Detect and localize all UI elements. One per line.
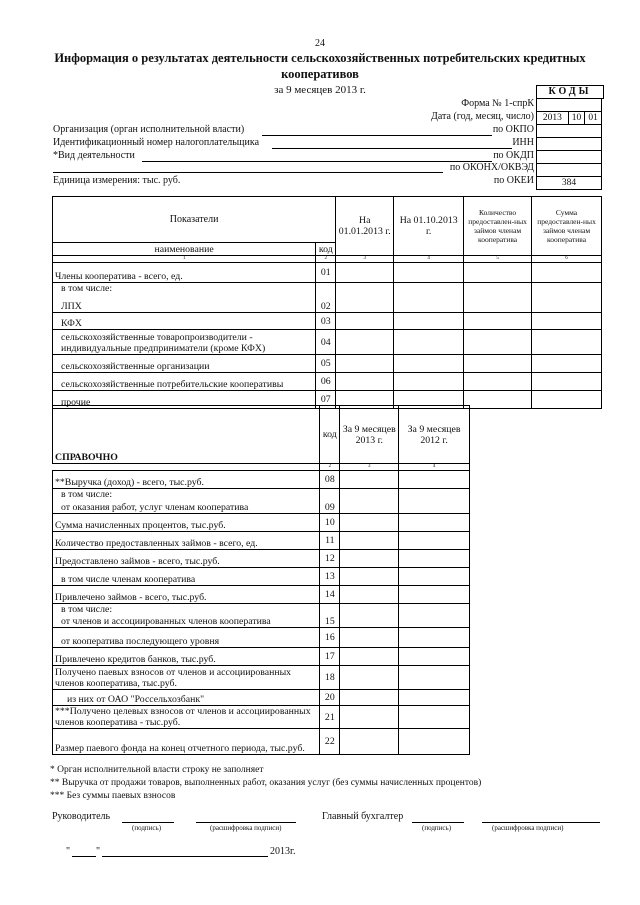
value-cell[interactable] (532, 313, 602, 330)
accountant-sign-caption: (подпись) (422, 824, 452, 832)
page-number: 24 (315, 38, 325, 49)
col-indicators: Показатели (53, 197, 336, 243)
row-name: из них от ОАО "Россельхозбанк" (53, 690, 320, 706)
head-decode-caption: (расшифровка подписи) (210, 824, 282, 832)
value-cell[interactable] (340, 550, 399, 568)
value-cell[interactable] (399, 690, 470, 706)
row-code: 01 (316, 263, 336, 283)
codes-header: КОДЫ (536, 85, 604, 99)
col-loan-sum: Сумма предоставлен-ных займов членам кооператива (532, 197, 602, 256)
okei-cell: 384 (537, 177, 602, 190)
value-cell[interactable] (532, 391, 602, 409)
value-cell[interactable] (532, 283, 602, 313)
col-num-4: 4 (399, 464, 470, 471)
activity-label: *Вид деятельности (53, 150, 135, 161)
okdp-label: по ОКДП (493, 150, 534, 161)
date-day-line[interactable] (72, 856, 96, 857)
date-quote-open: " (66, 846, 71, 857)
col-code: код (316, 243, 336, 256)
row-name: Получено паевых взносов от членов и ассоциированных членов кооператива, тыс.руб. (53, 666, 320, 690)
activity-line-2[interactable] (53, 172, 443, 173)
row-code: 12 (320, 550, 340, 568)
value-cell[interactable] (340, 690, 399, 706)
row-code: 16 (320, 628, 340, 648)
footnote-1: * Орган исполнительной власти строку не заполняет (50, 765, 264, 775)
row-code: 11 (320, 532, 340, 550)
value-cell[interactable] (464, 313, 532, 330)
head-sign-line[interactable] (122, 822, 174, 823)
row-code: 03 (316, 313, 336, 330)
col-name: наименование (53, 243, 316, 256)
row-name: **Выручка (доход) - всего, тыс.руб. (53, 471, 320, 489)
value-cell[interactable] (340, 586, 399, 604)
value-cell[interactable] (336, 373, 394, 391)
value-cell[interactable] (399, 706, 470, 729)
footnote-3: *** Без суммы паевых взносов (50, 791, 176, 801)
row-name: КФХ (53, 313, 316, 330)
row-subheader: в том числе: (61, 283, 113, 294)
value-cell[interactable] (336, 330, 394, 355)
date-month-line[interactable] (102, 856, 268, 857)
col-num-6: 6 (532, 256, 602, 263)
value-cell[interactable] (394, 330, 464, 355)
value-cell[interactable] (336, 313, 394, 330)
value-cell[interactable] (399, 514, 470, 532)
value-cell[interactable] (340, 471, 399, 489)
row-name: Привлечено кредитов банков, тыс.руб. (53, 648, 320, 666)
row-name-lph: ЛПХ (61, 301, 82, 312)
value-cell[interactable] (340, 532, 399, 550)
row-name (53, 489, 320, 514)
row-name: прочие (53, 391, 316, 409)
value-cell[interactable] (399, 729, 470, 755)
row-code: 07 (316, 391, 336, 409)
row-code: 04 (316, 330, 336, 355)
value-cell[interactable] (340, 489, 399, 514)
report-period: за 9 месяцев 2013 г. (274, 84, 366, 96)
inn-field-label: Идентификационный номер налогоплательщика (53, 137, 260, 148)
date-day-cell[interactable]: 01 (585, 112, 602, 125)
row-code: 02 (316, 283, 336, 313)
okpo-cell[interactable] (537, 125, 602, 138)
form-title: Информация о результатах деятельности сельскохозяйственных потребительских кредитных кооперативов (54, 51, 586, 81)
okpo-label: по ОКПО (492, 124, 534, 135)
value-cell[interactable] (532, 355, 602, 373)
row-code: 13 (320, 568, 340, 586)
row-name (53, 283, 316, 313)
value-cell[interactable] (340, 514, 399, 532)
head-decode-line[interactable] (196, 822, 296, 823)
row-name: Члены кооператива - всего, ед. (53, 263, 316, 283)
col-oct-2013: На 01.10.2013 г. (394, 197, 464, 256)
date-year-cell[interactable]: 2013 (537, 112, 569, 125)
value-cell[interactable] (340, 666, 399, 690)
value-cell[interactable] (394, 313, 464, 330)
form-number-label: Форма № 1-спрК (461, 98, 534, 109)
value-cell[interactable] (340, 604, 399, 628)
value-cell[interactable] (394, 263, 464, 283)
col-jan-2013: На 01.01.2013 г. (336, 197, 394, 256)
okdp-cell[interactable] (537, 151, 602, 164)
value-cell[interactable] (399, 471, 470, 489)
reference-table (52, 405, 470, 755)
value-cell[interactable] (336, 283, 394, 313)
value-cell[interactable] (399, 604, 470, 628)
row-code: 08 (320, 471, 340, 489)
value-cell[interactable] (399, 489, 470, 514)
col-num-2: 2 (316, 256, 336, 263)
accountant-decode-caption: (расшифровка подписи) (492, 824, 564, 832)
unit-label: Единица измерения: тыс. руб. (53, 175, 181, 186)
head-sign-caption: (подпись) (132, 824, 162, 832)
row-code: 14 (320, 586, 340, 604)
col-num-2: 2 (320, 464, 340, 471)
row-subheader: в том числе: (61, 489, 113, 500)
value-cell[interactable] (399, 648, 470, 666)
activity-line[interactable] (142, 161, 492, 162)
row-code: 18 (320, 666, 340, 690)
date-month-cell[interactable]: 10 (568, 112, 585, 125)
col-num-4: 4 (394, 256, 464, 263)
value-cell[interactable] (340, 729, 399, 755)
col-num-3: 3 (336, 256, 394, 263)
value-cell[interactable] (399, 532, 470, 550)
head-label: Руководитель (52, 811, 111, 822)
col-loan-count: Количество предоставлен-ных займов членам кооператива (464, 197, 532, 256)
value-cell[interactable] (340, 568, 399, 586)
row-name: сельскохозяйственные потребительские кооперативы (53, 373, 316, 391)
row-name: от кооператива последующего уровня (53, 628, 320, 648)
row-code: 05 (316, 355, 336, 373)
value-cell[interactable] (399, 586, 470, 604)
okonh-label: по ОКОНХ/ОКВЭД (449, 162, 534, 173)
value-cell[interactable] (464, 373, 532, 391)
form-code-cell[interactable] (537, 99, 602, 112)
value-cell[interactable] (464, 283, 532, 313)
value-cell[interactable] (464, 263, 532, 283)
col-num-3: 3 (340, 464, 399, 471)
inn-label: ИНН (512, 137, 534, 148)
accountant-decode-line[interactable] (482, 822, 600, 823)
okei-label: по ОКЕИ (493, 175, 534, 186)
value-cell[interactable] (532, 373, 602, 391)
value-cell[interactable] (464, 330, 532, 355)
inn-cell[interactable] (537, 138, 602, 151)
okonh-cell[interactable] (537, 164, 602, 177)
row-code: 06 (316, 373, 336, 391)
row-code: 22 (320, 729, 340, 755)
value-cell[interactable] (399, 568, 470, 586)
date-year: 2013г. (270, 846, 296, 857)
value-cell[interactable] (399, 628, 470, 648)
accountant-sign-line[interactable] (412, 822, 464, 823)
row-code: 20 (320, 690, 340, 706)
value-cell[interactable] (394, 355, 464, 373)
row-name: Количество предоставленных займов - всего, ед. (53, 532, 320, 550)
reference-label: СПРАВОЧНО (53, 406, 320, 464)
col-9m-2012: За 9 месяцев 2012 г. (399, 406, 470, 464)
value-cell[interactable] (340, 706, 399, 729)
row-code: 15 (320, 604, 340, 628)
org-label: Организация (орган исполнительной власти) (53, 124, 245, 135)
value-cell[interactable] (340, 648, 399, 666)
row-name: Сумма начисленных процентов, тыс.руб. (53, 514, 320, 532)
row-name: в том числе членам кооператива (53, 568, 320, 586)
col-code: код (320, 406, 340, 464)
row-name (53, 604, 320, 628)
row-code: 09 (320, 489, 340, 514)
value-cell[interactable] (340, 628, 399, 648)
inn-line[interactable] (272, 148, 512, 149)
row-name: сельскохозяйственные организации (53, 355, 316, 373)
row-code: 10 (320, 514, 340, 532)
row-name: Привлечено займов - всего, тыс.руб. (53, 586, 320, 604)
row-name: сельскохозяйственные товаропроизводители - индивидуальные предприниматели (кроме КФХ) (53, 330, 316, 355)
codes-table (536, 98, 602, 190)
row-name: ***Получено целевых взносов от членов и ассоциированных членов кооператива - тыс.руб. (53, 706, 320, 729)
row-subheader: в том числе: (61, 604, 113, 615)
row-name-members: от членов и ассоциированных членов кооператива (61, 616, 271, 627)
col-num-5: 5 (464, 256, 532, 263)
value-cell[interactable] (336, 355, 394, 373)
col-num-1: 1 (53, 256, 316, 263)
col-9m-2013: За 9 месяцев 2013 г. (340, 406, 399, 464)
value-cell[interactable] (532, 330, 602, 355)
value-cell[interactable] (464, 391, 532, 409)
row-name: Размер паевого фонда на конец отчетного периода, тыс.руб. (53, 729, 320, 755)
row-code: 21 (320, 706, 340, 729)
date-quote-close: " (96, 846, 101, 857)
value-cell[interactable] (394, 283, 464, 313)
value-cell[interactable] (532, 263, 602, 283)
value-cell[interactable] (394, 373, 464, 391)
value-cell[interactable] (399, 550, 470, 568)
value-cell[interactable] (399, 666, 470, 690)
value-cell[interactable] (464, 355, 532, 373)
footnote-2: ** Выручка от продажи товаров, выполненных работ, оказания услуг (без суммы начисленных процентов) (50, 778, 482, 788)
row-code: 17 (320, 648, 340, 666)
value-cell[interactable] (336, 263, 394, 283)
date-label: Дата (год, месяц, число) (431, 111, 534, 122)
row-name-services: от оказания работ, услуг членам кооператива (61, 502, 249, 513)
members-table (52, 196, 602, 409)
accountant-label: Главный бухгалтер (322, 811, 404, 822)
row-name: Предоставлено займов - всего, тыс.руб. (53, 550, 320, 568)
org-line[interactable] (262, 135, 492, 136)
